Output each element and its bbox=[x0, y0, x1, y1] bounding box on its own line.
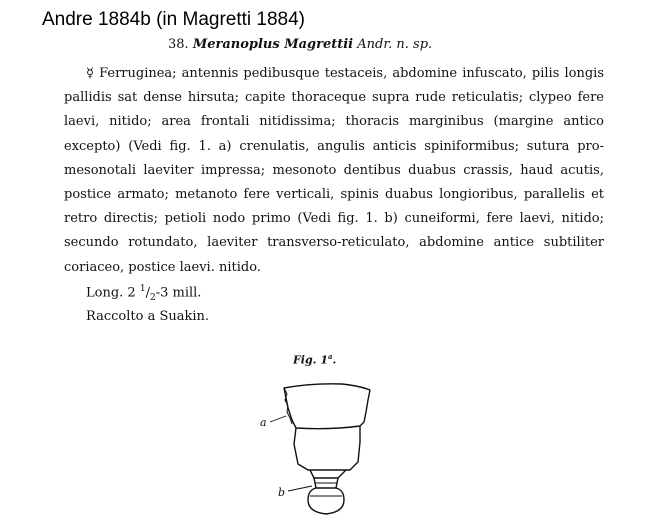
figure-label-end: . bbox=[332, 353, 337, 367]
description-line: postice armato; metanoto fere verticali, spinis duabus longioribus, parallelis et bbox=[64, 187, 604, 203]
ant-thorax-figure bbox=[250, 378, 380, 524]
species-heading bbox=[168, 37, 432, 52]
description-line: mesonotali laeviter impressa; mesonoto dentibus duabus crassis, haud acutis, bbox=[64, 162, 604, 178]
description-line: excepto) (Vedi fig. 1. a) crenulatis, angulis anticis spiniformibus; sutura pro- bbox=[64, 138, 604, 154]
description-line: retro directis; petioli nodo primo (Vedi fig. 1. b) cuneiformi, fere laevi, nitido; bbox=[64, 211, 604, 227]
description-line: laevi, nitido; area frontali nitidissima; thoracis marginibus (margine antico bbox=[64, 114, 604, 130]
figure-label-main: Fig. 1 bbox=[293, 353, 328, 367]
mesonotum-outline bbox=[294, 426, 360, 470]
length-fraction-denominator: 2 bbox=[149, 292, 156, 303]
species-number: 38. bbox=[168, 37, 189, 52]
figure-marker-a: a bbox=[260, 416, 267, 429]
species-author: Andr. n. sp. bbox=[357, 37, 433, 52]
species-name: Meranoplus Magrettii bbox=[192, 37, 354, 52]
description-line: pallidis sat dense hirsuta; capite thoraceque supra rude reticulatis; clypeo fere bbox=[64, 90, 604, 106]
species-description bbox=[64, 62, 604, 280]
description-line: secundo rotundato, laeviter transverso-reticulato, abdomine antice subtiliter bbox=[64, 235, 604, 251]
collection-locality: Raccolto a Suakin. bbox=[86, 309, 210, 324]
description-line: ☿ Ferruginea; antennis pedibusque testaceis, abdomine infuscato, pilis longis bbox=[86, 66, 604, 81]
page-caption: Andre 1884b (in Magretti 1884) bbox=[42, 9, 305, 30]
metanotum-outline bbox=[310, 470, 346, 478]
postpetiole-node bbox=[308, 488, 344, 514]
pronotum-outline bbox=[284, 384, 370, 429]
pointer-line-a bbox=[270, 416, 286, 422]
length-suffix: -3 mill. bbox=[155, 285, 202, 301]
length-measurement: Long. 2 $^1/_2-3$ mill. bbox=[86, 284, 202, 303]
pointer-line-b bbox=[288, 486, 312, 491]
description-line: coriaceo, postice laevi. nitido. bbox=[64, 259, 261, 275]
figure-label-sup: a bbox=[328, 352, 333, 361]
length-prefix: Long. 2 bbox=[86, 285, 136, 301]
length-fraction-numerator: 1 bbox=[139, 284, 146, 294]
figure-marker-b: b bbox=[278, 486, 286, 499]
figure-label bbox=[293, 352, 336, 367]
